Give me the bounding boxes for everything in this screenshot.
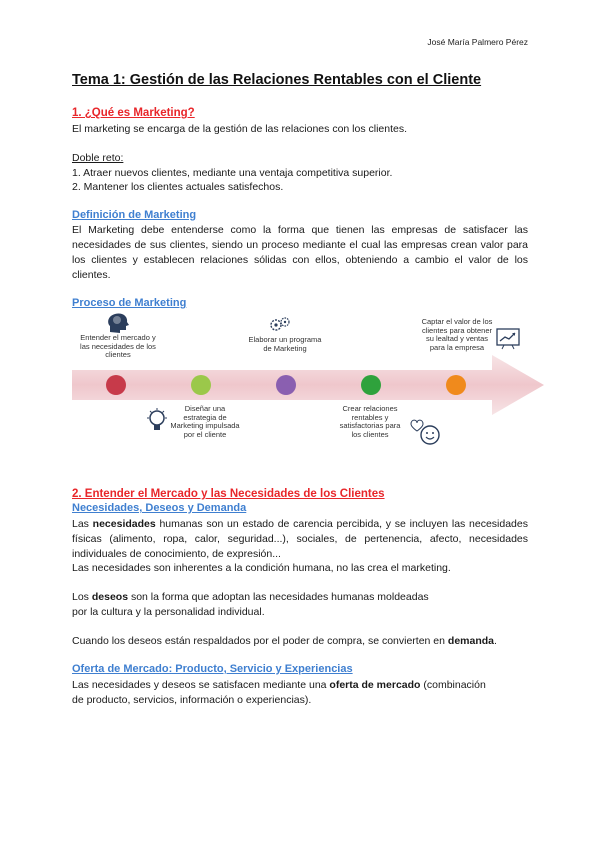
doble-reto-label: Doble reto: bbox=[72, 152, 124, 164]
proceso-heading: Proceso de Marketing bbox=[72, 297, 187, 309]
smiley-icon bbox=[408, 416, 442, 446]
step-dot-4 bbox=[361, 375, 381, 395]
step-1-label: Entender el mercado y las necesidades de los clientes bbox=[80, 333, 156, 359]
gears-icon bbox=[269, 316, 291, 334]
necesidades-inherentes: Las necesidades son inherentes a la condición humana, no las crea el marketing. bbox=[72, 562, 451, 574]
growth-chart-icon bbox=[496, 328, 522, 350]
reto-1: 1. Atraer nuevos clientes, mediante una ventaja competitiva superior. bbox=[72, 167, 393, 179]
deseos-paragraph: Los deseos son la forma que adoptan las necesidades humanas moldeadas por la cultura y la personalidad individual. bbox=[72, 591, 429, 618]
process-arrow bbox=[72, 355, 544, 415]
step-dot-1 bbox=[106, 375, 126, 395]
oferta-heading: Oferta de Mercado: Producto, Servicio y Experiencias bbox=[72, 663, 353, 675]
section-1-heading: 1. ¿Qué es Marketing? bbox=[72, 107, 195, 119]
step-5-label: Captar el valor de los clientes para obtener su lealtad y ventas para la empresa bbox=[421, 317, 493, 352]
definicion-text: El Marketing debe entenderse como la forma que tienen las empresas de satisfacer las necesidades de sus clientes, siendo un proceso mediante el cual las empresas crean valor para los clientes y establecen relaciones sólidas con ellos, obteniendo a cambio el valor de los clientes. bbox=[72, 224, 528, 281]
necesidades-paragraph: Las necesidades humanas son un estado de carencia percibida, y se incluyen las necesidades físicas (alimento, ropa, calor, seguridad...), sociales, de pertenencia, afecto, necesidades individuales de conocimiento, de expresión... bbox=[72, 518, 528, 560]
marketing-process-diagram bbox=[72, 310, 546, 460]
page-title: Tema 1: Gestión de las Relaciones Rentables con el Cliente bbox=[72, 72, 482, 88]
demanda-paragraph: Cuando los deseos están respaldados por el poder de compra, se convierten en demanda. bbox=[72, 635, 497, 647]
head-brain-icon bbox=[106, 312, 130, 334]
lightbulb-icon bbox=[146, 408, 168, 434]
section-1-intro: El marketing se encarga de la gestión de las relaciones con los clientes. bbox=[72, 123, 408, 135]
step-3-label: Elaborar un programa de Marketing bbox=[248, 335, 322, 353]
definicion-heading: Definición de Marketing bbox=[72, 209, 197, 221]
reto-2: 2. Mantener los clientes actuales satisfechos. bbox=[72, 181, 284, 193]
oferta-paragraph: Las necesidades y deseos se satisfacen mediante una oferta de mercado (combinación de producto, servicios, información o experiencias). bbox=[72, 679, 486, 706]
step-dot-2 bbox=[191, 375, 211, 395]
step-4-label: Crear relaciones rentables y satisfactorias para los clientes bbox=[339, 404, 401, 439]
section-2-heading: 2. Entender el Mercado y las Necesidades de los Clientes bbox=[72, 488, 385, 500]
step-2-label: Diseñar una estrategia de Marketing impulsada por el cliente bbox=[170, 404, 240, 439]
section-2-subheading: Necesidades, Deseos y Demanda bbox=[72, 502, 247, 514]
author-name: José María Palmero Pérez bbox=[427, 37, 528, 47]
step-dot-5 bbox=[446, 375, 466, 395]
step-dot-3 bbox=[276, 375, 296, 395]
